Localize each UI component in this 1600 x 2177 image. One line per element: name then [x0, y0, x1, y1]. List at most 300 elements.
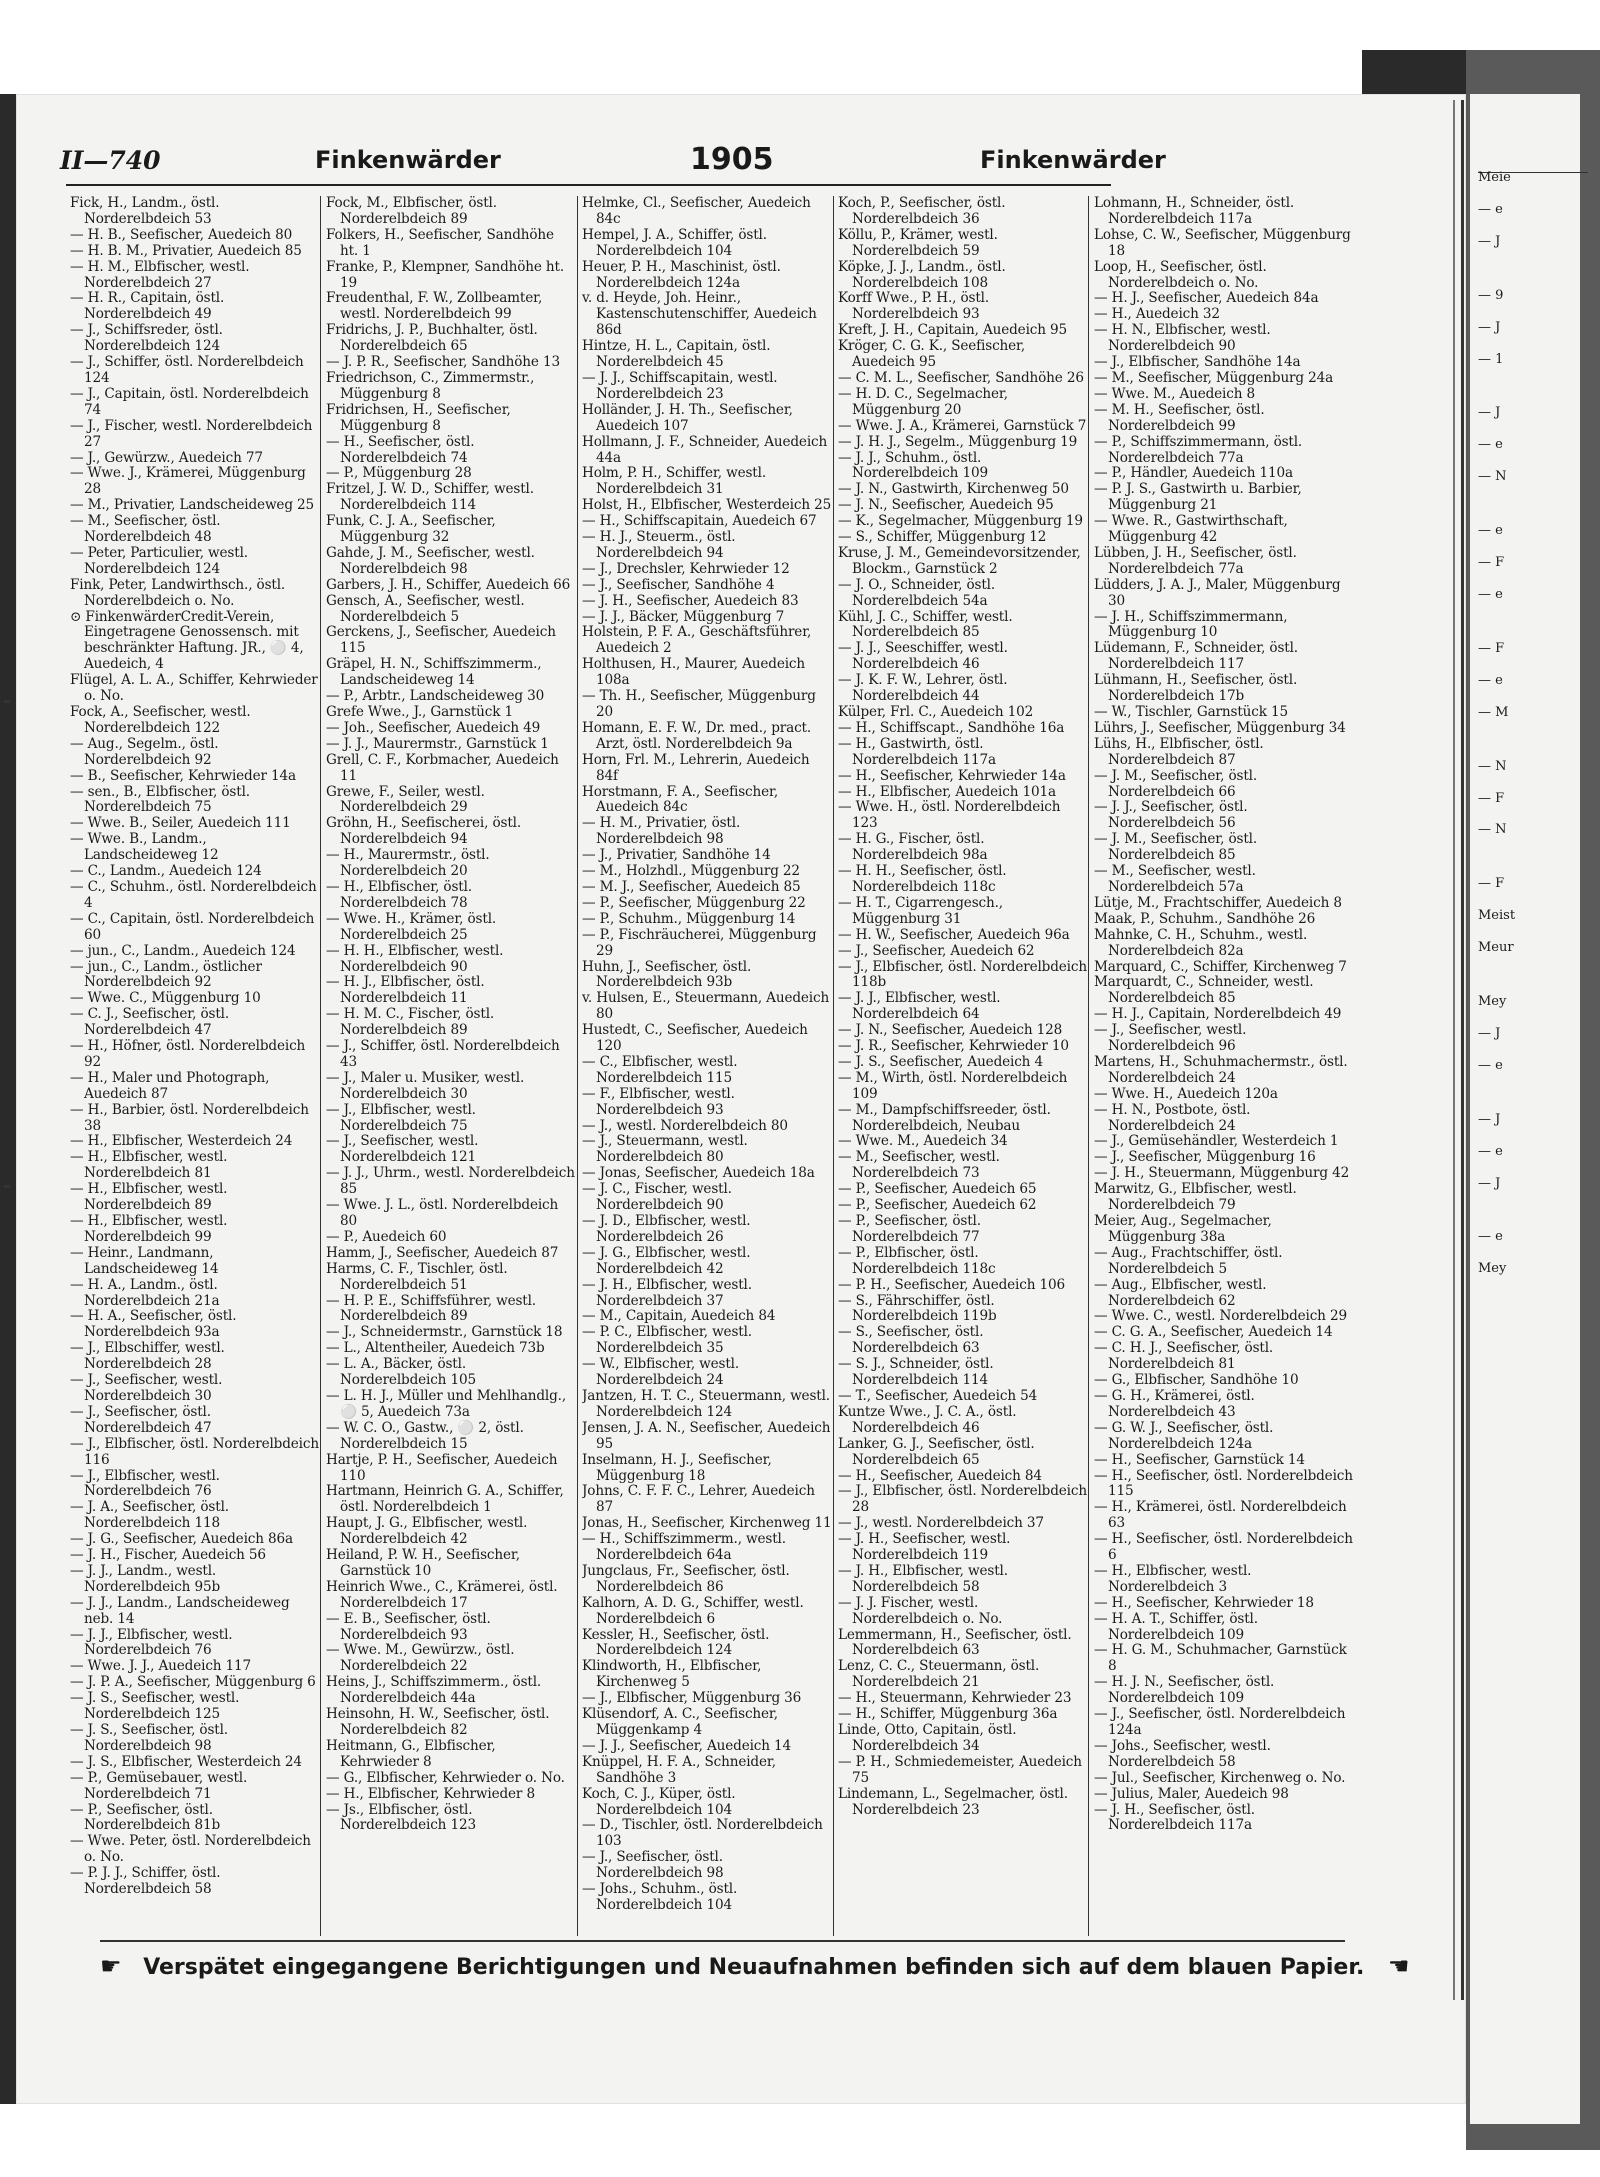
- directory-entry: — H., Seefischer, Garnstück 14: [1094, 1451, 1305, 1468]
- directory-entry: Lohmann, H., Schneider, östl. Norderelbdeich 117a: [1094, 196, 1295, 227]
- directory-entry: Flügel, A. L. A., Schiffer, Kehrwieder o. No.: [70, 672, 318, 705]
- directory-entry: Heins, J., Schiffszimmerm., östl. Norderelbdeich 44a: [326, 1674, 542, 1707]
- directory-entry: — Aug., Elbfischer, westl. Norderelbdeich 62: [1094, 1276, 1267, 1309]
- directory-entry: — C., Landm., Auedeich 124: [70, 863, 262, 880]
- directory-entry: — J. P. A., Seefischer, Müggenburg 6: [70, 1674, 316, 1691]
- next-page-fragment: Meur: [1478, 940, 1514, 956]
- next-page-fragment: — F: [1478, 640, 1505, 656]
- directory-entry: — Wwe. B., Landm., Landscheideweg 12: [70, 831, 219, 864]
- directory-entry: — Th. H., Seefischer, Müggenburg 20: [582, 688, 816, 720]
- directory-entry: — G., Elbfischer, Kehrwieder o. No.: [326, 1769, 565, 1786]
- directory-entry: — J. S., Seefischer, östl. Norderelbdeich 98: [70, 1722, 228, 1754]
- next-page-fragment: — e: [1478, 586, 1503, 602]
- page-gutter-line: [1461, 100, 1464, 2000]
- pointing-hand-icon: ☛: [100, 1952, 122, 1980]
- directory-entry: — J., Elbfischer, Müggenburg 36: [582, 1690, 802, 1707]
- next-page-fragment: — N: [1478, 469, 1507, 485]
- directory-entry: Jensen, J. A. N., Seefischer, Auedeich 95: [582, 1419, 831, 1452]
- directory-entry: — jun., C., Landm., Auedeich 124: [70, 942, 296, 959]
- directory-entry: — M., Dampfschiffsreeder, östl. Norderelbdeich, Neubau: [838, 1101, 1051, 1134]
- directory-entry: — J., Schiffer, östl. Norderelbdeich 124: [70, 354, 304, 386]
- directory-entry: — J. S., Seefischer, Auedeich 4: [838, 1053, 1043, 1070]
- directory-entry: Lübben, J. H., Seefischer, östl. Norderelbdeich 77a: [1094, 544, 1297, 577]
- header-place-left: Finkenwärder: [315, 146, 501, 174]
- directory-entry: Holm, P. H., Schiffer, westl. Norderelbdeich 31: [582, 465, 766, 498]
- directory-entry: — H. N., Postbote, östl. Norderelbdeich 24: [1094, 1101, 1251, 1134]
- directory-entry: Fritzel, J. W. D., Schiffer, westl. Norderelbdeich 114: [326, 481, 534, 514]
- directory-entry: — Wwe. H., Auedeich 120a: [1094, 1085, 1278, 1102]
- directory-entry: — J. P. R., Seefischer, Sandhöhe 13: [326, 354, 560, 371]
- directory-entry: — H., Elbfischer, westl. Norderelbdeich 89: [70, 1181, 228, 1214]
- directory-entry: — J. O., Schneider, östl. Norderelbdeich 54a: [838, 576, 996, 609]
- next-page-fragment: Mey: [1478, 994, 1507, 1010]
- next-page-fragment: — J: [1478, 319, 1501, 335]
- directory-entry: Freudenthal, F. W., Zollbeamter, westl. Norderelbdeich 99: [326, 290, 543, 323]
- footer-rule: [100, 1940, 1345, 1942]
- directory-entry: — Js., Elbfischer, östl. Norderelbdeich 123: [326, 1801, 476, 1834]
- directory-entry: — P., Händler, Auedeich 110a: [1094, 465, 1293, 482]
- directory-entry: — Heinr., Landmann, Landscheideweg 14: [70, 1244, 219, 1277]
- directory-entry: — B., Seefischer, Kehrwieder 14a: [70, 767, 296, 784]
- directory-entry: — W. C. O., Gastw., ⚪ 2, östl. Norderelbdeich 15: [326, 1419, 524, 1452]
- directory-entry: — H. H., Elbfischer, westl. Norderelbdeich 90: [326, 942, 504, 975]
- directory-entry: Holst, H., Elbfischer, Westerdeich 25: [582, 497, 832, 514]
- directory-column-4: [838, 196, 1088, 1916]
- header-place-right: Finkenwärder: [980, 146, 1166, 174]
- next-page-fragment: — e: [1478, 437, 1503, 453]
- directory-entry: — H. G., Fischer, östl. Norderelbdeich 98a: [838, 831, 988, 864]
- directory-entry: Knüppel, H. F. A., Schneider, Sandhöhe 3: [582, 1753, 776, 1786]
- directory-entry: — H. H., Seefischer, östl. Norderelbdeich 118c: [838, 863, 1007, 895]
- directory-entry: — H., Elbfischer, Auedeich 101a: [838, 783, 1056, 800]
- directory-entry: — H. N., Elbfischer, westl. Norderelbdeich 90: [1094, 322, 1271, 355]
- next-page-fragment: — e: [1478, 1229, 1503, 1245]
- next-page-fragment: — N: [1478, 822, 1507, 838]
- directory-entry: Lenz, C. C., Steuermann, östl. Norderelbdeich 21: [838, 1658, 1040, 1691]
- next-page-fragment: — M: [1478, 704, 1509, 720]
- directory-entry: — J. H., Elbfischer, westl. Norderelbdeich 37: [582, 1276, 752, 1309]
- directory-entry: — J., Gemüsehändler, Westerdeich 1: [1094, 1133, 1339, 1150]
- directory-entry: Inselmann, H. J., Seefischer, Müggenburg 18: [582, 1451, 772, 1484]
- directory-entry: — J. H., Fischer, Auedeich 56: [70, 1547, 266, 1564]
- directory-entry: — P. C., Elbfischer, westl. Norderelbdeich 35: [582, 1324, 752, 1357]
- next-page-fragment: — e: [1478, 1057, 1503, 1073]
- next-page-fragment: — e: [1478, 201, 1503, 217]
- directory-entry: — P., Elbfischer, östl. Norderelbdeich 118c: [838, 1244, 996, 1277]
- directory-entry: — H., Elbfischer, östl. Norderelbdeich 78: [326, 878, 472, 911]
- header-year: 1905: [690, 142, 774, 177]
- directory-entry: Jonas, H., Seefischer, Kirchenweg 11: [582, 1515, 832, 1532]
- next-page-fragment: — J: [1478, 233, 1501, 249]
- directory-entry: Huhn, J., Seefischer, östl. Norderelbdeich 93b: [582, 958, 752, 991]
- directory-entry: — J., westl. Norderelbdeich 37: [838, 1515, 1044, 1532]
- directory-entry: Heiland, P. W. H., Seefischer, Garnstück 10: [326, 1547, 520, 1579]
- directory-entry: — J. S., Elbfischer, Westerdeich 24: [70, 1753, 302, 1770]
- directory-entry: — J., Drechsler, Kehrwieder 12: [582, 560, 790, 577]
- directory-entry: — J., Fischer, westl. Norderelbdeich 27: [70, 417, 313, 450]
- directory-entry: — J. S., Seefischer, westl. Norderelbdeich 125: [70, 1690, 240, 1723]
- next-page-fragment: — J: [1478, 1025, 1501, 1041]
- directory-entry: Heuer, P. H., Maschinist, östl. Norderelbdeich 124a: [582, 258, 781, 291]
- directory-entry: — H., Steuermann, Kehrwieder 23: [838, 1690, 1072, 1707]
- directory-entry: Köllu, P., Krämer, westl. Norderelbdeich 59: [838, 226, 998, 259]
- directory-entry: v. d. Heyde, Joh. Heinr., Kastenschutenschiffer, Auedeich 86d: [582, 290, 817, 339]
- directory-entry: — H. J., Capitain, Norderelbdeich 49: [1094, 1006, 1342, 1023]
- directory-entry: Hustedt, C., Seefischer, Auedeich 120: [582, 1022, 808, 1055]
- directory-entry: Holthusen, H., Maurer, Auedeich 108a: [582, 656, 805, 689]
- directory-entry: — J. H., Seefischer, östl. Norderelbdeich 117a: [1094, 1801, 1255, 1834]
- directory-entry: — H., Seefischer, Auedeich 84: [838, 1467, 1042, 1484]
- directory-entry: — H. J. N., Seefischer, östl. Norderelbdeich 109: [1094, 1674, 1275, 1707]
- directory-entry: Gensch, A., Seefischer, westl. Norderelbdeich 5: [326, 592, 525, 625]
- directory-entry: — Wwe. R., Gastwirthschaft, Müggenburg 42: [1094, 513, 1288, 546]
- directory-entry: — J., Seefischer, östl. Norderelbdeich 98: [582, 1849, 724, 1882]
- directory-entry: Horstmann, F. A., Seefischer, Auedeich 84c: [582, 783, 779, 816]
- directory-entry: — J. R., Seefischer, Kehrwieder 10: [838, 1038, 1069, 1055]
- directory-entry: — Wwe. H., östl. Norderelbdeich 123: [838, 799, 1061, 832]
- directory-entry: — H., Seefischer, östl. Norderelbdeich 74: [326, 433, 475, 466]
- column-divider: [577, 196, 578, 1936]
- directory-entry: — C., Elbfischer, westl. Norderelbdeich 115: [582, 1053, 738, 1086]
- directory-entry: — J. J., Schiffscapitain, westl. Norderelbdeich 23: [582, 369, 778, 402]
- directory-entry: — G., Elbfischer, Sandhöhe 10: [1094, 1372, 1299, 1389]
- next-page-fragment: — e: [1478, 523, 1503, 539]
- directory-entry: Linde, Otto, Capitain, östl. Norderelbdeich 34: [838, 1722, 1017, 1754]
- directory-entry: — J., Schiffer, östl. Norderelbdeich 43: [326, 1038, 560, 1070]
- directory-entry: — H. M. C., Fischer, östl. Norderelbdeich 89: [326, 1006, 495, 1039]
- directory-entry: — H. A. T., Schiffer, östl. Norderelbdeich 109: [1094, 1610, 1258, 1643]
- directory-entry: Haupt, J. G., Elbfischer, westl. Norderelbdeich 42: [326, 1515, 528, 1548]
- directory-entry: — H. J., Steuerm., östl. Norderelbdeich 94: [582, 529, 736, 561]
- directory-entry: — J., Elbfischer, Sandhöhe 14a: [1094, 354, 1301, 371]
- directory-entry: — P., Schuhm., Müggenburg 14: [582, 910, 796, 927]
- directory-entry: — J. C., Fischer, westl. Norderelbdeich 90: [582, 1181, 732, 1214]
- directory-entry: Fink, Peter, Landwirthsch., östl. Norderelbdeich o. No.: [70, 576, 286, 609]
- directory-entry: — J. J., Elbfischer, westl. Norderelbdeich 76: [70, 1626, 233, 1659]
- directory-entry: Kröger, C. G. K., Seefischer, Auedeich 95: [838, 338, 1026, 371]
- directory-entry: — H. J., Elbfischer, östl. Norderelbdeich 11: [326, 974, 485, 1007]
- directory-entry: Funk, C. J. A., Seefischer, Müggenburg 32: [326, 513, 496, 546]
- next-page-fragment: — N: [1478, 758, 1507, 774]
- directory-entry: — Wwe. M., Auedeich 34: [838, 1133, 1008, 1150]
- directory-entry: — P., Schiffszimmermann, östl. Norderelbdeich 77a: [1094, 433, 1303, 466]
- directory-entry: Grefe Wwe., J., Garnstück 1: [326, 704, 513, 720]
- directory-entry: — P., Gemüsebauer, westl. Norderelbdeich 71: [70, 1769, 248, 1802]
- directory-entry: — H., Elbfischer, westl. Norderelbdeich 99: [70, 1213, 228, 1245]
- directory-entry: Folkers, H., Seefischer, Sandhöhe ht. 1: [326, 226, 554, 259]
- directory-entry: — J. D., Elbfischer, westl. Norderelbdeich 26: [582, 1213, 751, 1245]
- directory-entry: — J. J., Seefischer, Auedeich 14: [582, 1737, 792, 1754]
- directory-entry: Johns, C. F. F. C., Lehrer, Auedeich 87: [582, 1483, 815, 1516]
- directory-entry: — L. H. J., Müller und Mehlhandlg., ⚪ 5, Auedeich 73a: [326, 1387, 567, 1420]
- directory-entry: Lütje, M., Frachtschiffer, Auedeich 8: [1094, 894, 1342, 911]
- directory-entry: Kalhorn, A. D. G., Schiffer, westl. Norderelbdeich 6: [582, 1594, 804, 1627]
- directory-entry: Meier, Aug., Segelmacher, Müggenburg 38a: [1094, 1213, 1272, 1245]
- directory-entry: Lindemann, L., Segelmacher, östl. Norderelbdeich 23: [838, 1785, 1068, 1818]
- directory-entry: — H. T., Cigarrengesch., Müggenburg 31: [838, 894, 1003, 927]
- directory-entry: Jantzen, H. T. C., Steuermann, westl. Norderelbdeich 124: [582, 1387, 830, 1420]
- directory-entry: Kuntze Wwe., J. C. A., östl. Norderelbdeich 46: [838, 1403, 1017, 1436]
- directory-entry: — J., Seefischer, westl. Norderelbdeich 96: [1094, 1022, 1247, 1055]
- directory-entry: — J. G., Seefischer, Auedeich 86a: [70, 1531, 293, 1548]
- directory-entry: — S., Fährschiffer, östl. Norderelbdeich 119b: [838, 1292, 997, 1325]
- edge-mark: [4, 1185, 10, 1188]
- directory-entry: — J., Seefischer, östl. Norderelbdeich 124a: [1094, 1706, 1346, 1738]
- directory-entry: — H., Elbfischer, Westerdeich 24: [70, 1133, 293, 1150]
- directory-entry: — H., Höfner, östl. Norderelbdeich 92: [70, 1038, 306, 1070]
- directory-entry: Heinrich Wwe., C., Krämerei, östl. Norderelbdeich 17: [326, 1578, 558, 1611]
- directory-entry: — J., Gewürzw., Auedeich 77: [70, 449, 263, 466]
- header-rule: [66, 184, 1111, 186]
- directory-entry: — Aug., Frachtschiffer, östl. Norderelbdeich 5: [1094, 1244, 1283, 1277]
- directory-entry: — P., Seefischer, östl. Norderelbdeich 81b: [70, 1801, 220, 1834]
- next-page-fragment: — e: [1478, 1143, 1503, 1159]
- directory-entry: Heinsohn, H. W., Seefischer, östl. Norderelbdeich 82: [326, 1706, 550, 1738]
- directory-entry: Fridrichs, J. P., Buchhalter, östl. Norderelbdeich 65: [326, 322, 538, 355]
- directory-entry: Martens, H., Schuhmachermstr., östl. Norderelbdeich 24: [1094, 1053, 1348, 1086]
- directory-entry: — J. H., Steuermann, Müggenburg 42: [1094, 1165, 1350, 1182]
- directory-entry: — H., Maurermstr., östl. Norderelbdeich 20: [326, 847, 490, 880]
- directory-entry: — J. N., Gastwirth, Kirchenweg 50: [838, 481, 1069, 498]
- directory-entry: — J. J., Schuhm., östl. Norderelbdeich 109: [838, 449, 988, 482]
- directory-entry: — H. B. M., Privatier, Auedeich 85: [70, 242, 302, 259]
- directory-entry: Lüdemann, F., Schneider, östl. Norderelbdeich 117: [1094, 640, 1298, 673]
- directory-entry: — J. H., Seefischer, westl. Norderelbdeich 119: [838, 1531, 1011, 1564]
- directory-entry: Fock, M., Elbfischer, östl. Norderelbdeich 89: [326, 196, 497, 227]
- directory-entry: — P. J. J., Schiffer, östl. Norderelbdeich 58: [70, 1865, 221, 1898]
- directory-entry: — J. H., Schiffszimmermann, Müggenburg 10: [1094, 608, 1288, 641]
- column-divider: [320, 196, 321, 1936]
- directory-entry: — J., Seefischer, westl. Norderelbdeich 121: [326, 1133, 479, 1166]
- directory-entry: — Wwe. J., Krämerei, Müggenburg 28: [70, 465, 306, 498]
- directory-entry: Grell, C. F., Korbmacher, Auedeich 11: [326, 751, 559, 784]
- directory-entry: Hempel, J. A., Schiffer, östl. Norderelbdeich 104: [582, 226, 767, 259]
- directory-entry: — J., Steuermann, westl. Norderelbdeich 80: [582, 1133, 748, 1166]
- directory-entry: Lemmermann, H., Seefischer, östl. Norderelbdeich 63: [838, 1626, 1072, 1659]
- directory-entry: Hamm, J., Seefischer, Auedeich 87: [326, 1244, 559, 1261]
- directory-entry: — H. D. C., Segelmacher, Müggenburg 20: [838, 385, 1008, 418]
- directory-entry: — M., Capitain, Auedeich 84: [582, 1308, 776, 1325]
- directory-entry: — Jonas, Seefischer, Auedeich 18a: [582, 1165, 815, 1182]
- directory-entry: — J., Elbschiffer, westl. Norderelbdeich 28: [70, 1340, 225, 1373]
- directory-entry: — J., Elbfischer, östl. Norderelbdeich 118b: [838, 958, 1087, 991]
- directory-entry: Horn, Frl. M., Lehrerin, Auedeich 84f: [582, 751, 810, 784]
- directory-entry: — H. A., Seefischer, östl. Norderelbdeich 93a: [70, 1308, 237, 1341]
- directory-entry: — P., Müggenburg 28: [326, 465, 472, 482]
- directory-entry: — H., Elbfischer, westl. Norderelbdeich 3: [1094, 1562, 1252, 1595]
- directory-entry: — H. W., Seefischer, Auedeich 96a: [838, 926, 1070, 943]
- directory-entry: — J. N., Seefischer, Auedeich 95: [838, 497, 1054, 514]
- next-page-fragment: — F: [1478, 790, 1505, 806]
- page-number: II—740: [60, 146, 161, 175]
- directory-entry: — J. G., Elbfischer, westl. Norderelbdeich 42: [582, 1244, 751, 1277]
- directory-entry: Hartje, P. H., Seefischer, Auedeich 110: [326, 1451, 558, 1484]
- directory-entry: — M., Holzhdl., Müggenburg 22: [582, 863, 800, 880]
- directory-entry: — H. A., Landm., östl. Norderelbdeich 21a: [70, 1276, 220, 1309]
- directory-entry: — J. J., Landm., Landscheideweg neb. 14: [70, 1594, 290, 1627]
- directory-entry: — H., Auedeich 32: [1094, 306, 1220, 323]
- directory-entry: Fick, H., Landm., östl. Norderelbdeich 53: [70, 196, 220, 227]
- directory-entry: — G. W. J., Seefischer, östl. Norderelbdeich 124a: [1094, 1419, 1274, 1452]
- directory-entry: — P., Auedeich 60: [326, 1228, 447, 1245]
- directory-entry: — J., Seefischer, Sandhöhe 4: [582, 576, 775, 593]
- directory-entry: Klüsendorf, A. C., Seefischer, Müggenkamp 4: [582, 1706, 778, 1738]
- directory-entry: — J. H. J., Segelm., Müggenburg 19: [838, 433, 1078, 450]
- directory-entry: — H., Elbfischer, westl. Norderelbdeich 81: [70, 1149, 228, 1182]
- directory-entry: — M. J., Seefischer, Auedeich 85: [582, 878, 801, 895]
- directory-entry: Kessler, H., Seefischer, östl. Norderelbdeich 124: [582, 1626, 770, 1659]
- directory-entry: — H. M., Privatier, östl. Norderelbdeich 98: [582, 815, 741, 848]
- page-fold-line: [1453, 100, 1455, 2000]
- directory-entry: — J., Seefischer, östl. Norderelbdeich 47: [70, 1403, 212, 1436]
- directory-entry: Holländer, J. H. Th., Seefischer, Auedeich 107: [582, 401, 793, 434]
- directory-entry: — Peter, Particulier, westl. Norderelbdeich 124: [70, 544, 248, 577]
- next-page-fragment: — J: [1478, 405, 1501, 421]
- directory-entry: — H., Maler und Photograph, Auedeich 87: [70, 1069, 270, 1102]
- directory-entry: — J., Elbfischer, westl. Norderelbdeich 75: [326, 1101, 476, 1134]
- directory-entry: Garbers, J. H., Schiffer, Auedeich 66: [326, 576, 571, 593]
- directory-entry: — C. G. A., Seefischer, Auedeich 14: [1094, 1324, 1333, 1341]
- directory-entry: Fridrichsen, H., Seefischer, Müggenburg 8: [326, 401, 511, 434]
- directory-entry: — W., Elbfischer, westl. Norderelbdeich 24: [582, 1356, 740, 1389]
- directory-entry: — M., Seefischer, Müggenburg 24a: [1094, 369, 1334, 386]
- directory-entry: — H., Schiffer, Müggenburg 36a: [838, 1706, 1058, 1723]
- directory-entry: Friedrichson, C., Zimmermstr., Müggenburg 8: [326, 369, 535, 402]
- directory-entry: — Jul., Seefischer, Kirchenweg o. No.: [1094, 1769, 1346, 1786]
- directory-entry: — H. M., Elbfischer, westl. Norderelbdeich 27: [70, 258, 250, 291]
- directory-entry: Lühmann, H., Seefischer, östl. Norderelbdeich 17b: [1094, 672, 1298, 705]
- directory-entry: — Wwe. C., Müggenburg 10: [70, 990, 261, 1007]
- page-header: [60, 140, 1166, 180]
- directory-entry: — Wwe. Peter, östl. Norderelbdeich o. No.: [70, 1833, 311, 1866]
- directory-entry: — J., Elbfischer, östl. Norderelbdeich 116: [70, 1435, 319, 1468]
- directory-entry: — Wwe. B., Seiler, Auedeich 111: [70, 815, 291, 832]
- directory-entry: — H. R., Capitain, östl. Norderelbdeich 49: [70, 290, 225, 323]
- directory-entry: — Aug., Segelm., östl. Norderelbdeich 92: [70, 735, 219, 768]
- directory-entry: — J. J., Elbfischer, westl. Norderelbdeich 64: [838, 990, 1001, 1023]
- directory-column-2: [326, 196, 576, 1916]
- directory-entry: Lohse, C. W., Seefischer, Müggenburg 18: [1094, 226, 1351, 259]
- directory-entry: — H., Schiffscapitain, Auedeich 67: [582, 513, 817, 530]
- directory-entry: Harms, C. F., Tischler, östl. Norderelbdeich 51: [326, 1260, 508, 1293]
- directory-entry: — Wwe. J. J., Auedeich 117: [70, 1658, 252, 1675]
- directory-entry: — jun., C., Landm., östlicher Norderelbdeich 92: [70, 958, 262, 991]
- directory-entry: Lüdders, J. A. J., Maler, Müggenburg 30: [1094, 576, 1341, 609]
- directory-entry: — H., Seefischer, östl. Norderelbdeich 115: [1094, 1467, 1353, 1500]
- directory-entry: — C., Schuhm., östl. Norderelbdeich 4: [70, 878, 317, 911]
- directory-entry: — M., Seefischer, westl. Norderelbdeich 73: [838, 1149, 1000, 1182]
- directory-entry: — Wwe. C., westl. Norderelbdeich 29: [1094, 1308, 1347, 1325]
- directory-entry: — P., Seefischer, Auedeich 62: [838, 1197, 1037, 1214]
- directory-entry: Kreft, J. H., Capitain, Auedeich 95: [838, 322, 1068, 339]
- directory-entry: Loop, H., Seefischer, östl. Norderelbdeich o. No.: [1094, 258, 1267, 291]
- directory-entry: — P. H., Seefischer, Auedeich 106: [838, 1276, 1065, 1293]
- directory-entry: — Johs., Schuhm., östl. Norderelbdeich 104: [582, 1881, 738, 1913]
- directory-entry: — J., Capitain, östl. Norderelbdeich 74: [70, 385, 309, 418]
- next-page-column: [1478, 170, 1578, 1870]
- directory-entry: — H., Schiffszimmerm., westl. Norderelbdeich 64a: [582, 1531, 786, 1564]
- directory-entry: — J., Schneidermstr., Garnstück 18: [326, 1324, 563, 1341]
- directory-entry: — J. J., Maurermstr., Garnstück 1: [326, 735, 549, 752]
- directory-entry: — J. H., Elbfischer, westl. Norderelbdeich 58: [838, 1562, 1008, 1595]
- directory-entry: Maak, P., Schuhm., Sandhöhe 26: [1094, 910, 1316, 927]
- next-page-fragment: — e: [1478, 672, 1503, 688]
- directory-entry: Koch, P., Seefischer, östl. Norderelbdeich 36: [838, 196, 1006, 227]
- directory-entry: — C. H. J., Seefischer, östl. Norderelbdeich 81: [1094, 1340, 1274, 1373]
- directory-entry: — J., westl. Norderelbdeich 80: [582, 1117, 788, 1134]
- directory-entry: — S., Seefischer, östl. Norderelbdeich 63: [838, 1324, 984, 1357]
- directory-entry: ⊙ FinkenwärderCredit-Verein, Eingetragene Genossensch. mit beschränkter Haftung. JR., ⚪ 4, Auedeich, 4: [70, 608, 304, 673]
- edge-mark: [4, 700, 10, 703]
- directory-entry: Marwitz, G., Elbfischer, westl. Norderelbdeich 79: [1094, 1181, 1297, 1214]
- directory-entry: — L. A., Bäcker, östl. Norderelbdeich 105: [326, 1356, 476, 1389]
- directory-entry: — H., Seefischer, Kehrwieder 14a: [838, 767, 1066, 784]
- pointing-hand-icon: ☛: [1388, 1952, 1410, 1980]
- directory-entry: Lührs, J., Seefischer, Müggenburg 34: [1094, 719, 1346, 736]
- directory-entry: — G. H., Krämerei, östl. Norderelbdeich 43: [1094, 1387, 1255, 1420]
- directory-entry: — H., Seefischer, östl. Norderelbdeich 6: [1094, 1531, 1353, 1564]
- directory-entry: Heitmann, G., Elbfischer, Kehrwieder 8: [326, 1737, 496, 1770]
- directory-entry: — M., Seefischer, östl. Norderelbdeich 48: [70, 513, 221, 546]
- directory-entry: Koch, C. J., Küper, östl. Norderelbdeich 104: [582, 1785, 736, 1818]
- directory-entry: Marquard, C., Schiffer, Kirchenweg 7: [1094, 958, 1347, 975]
- directory-entry: Homann, E. F. W., Dr. med., pract. Arzt, östl. Norderelbdeich 9a: [582, 719, 812, 752]
- next-page-fragment: — F: [1478, 555, 1505, 571]
- directory-entry: — Johs., Seefischer, westl. Norderelbdeich 58: [1094, 1737, 1271, 1770]
- column-divider: [833, 196, 834, 1936]
- directory-entry: — C., Capitain, östl. Norderelbdeich 60: [70, 910, 315, 943]
- next-page-fragment: — J: [1478, 1175, 1501, 1191]
- directory-entry: — J., Seefischer, westl. Norderelbdeich 30: [70, 1372, 223, 1404]
- next-page-fragment: Meie: [1478, 170, 1511, 185]
- directory-entry: — J., Seefischer, Müggenburg 16: [1094, 1149, 1316, 1166]
- directory-entry: — P., Seefischer, östl. Norderelbdeich 77: [838, 1213, 981, 1245]
- directory-entry: — H., Elbfischer, Kehrwieder 8: [326, 1785, 535, 1802]
- directory-entry: Lühs, H., Elbfischer, östl. Norderelbdeich 87: [1094, 735, 1264, 768]
- directory-entry: Helmke, Cl., Seefischer, Auedeich 84c: [582, 196, 811, 227]
- directory-entry: Kühl, J. C., Schiffer, westl. Norderelbdeich 85: [838, 608, 1013, 641]
- directory-entry: Jungclaus, Fr., Seefischer, östl. Norderelbdeich 86: [582, 1562, 790, 1595]
- directory-entry: — K., Segelmacher, Müggenburg 19: [838, 513, 1083, 530]
- directory-entry: Hartmann, Heinrich G. A., Schiffer, östl. Norderelbdeich 1: [326, 1483, 564, 1516]
- directory-entry: — Wwe. H., Krämer, östl. Norderelbdeich 25: [326, 910, 497, 943]
- directory-entry: — Wwe. J. A., Krämerei, Garnstück 7: [838, 417, 1087, 434]
- directory-entry: Mahnke, C. H., Schuhm., westl. Norderelbdeich 82a: [1094, 926, 1308, 959]
- directory-entry: — Wwe. M., Auedeich 8: [1094, 385, 1255, 402]
- directory-column-5: [1094, 196, 1356, 1916]
- directory-entry: — S. J., Schneider, östl. Norderelbdeich 114: [838, 1356, 994, 1389]
- directory-entry: Holstein, P. F. A., Geschäftsführer, Auedeich 2: [582, 624, 812, 657]
- directory-entry: — J., Maler u. Musiker, westl. Norderelbdeich 30: [326, 1069, 525, 1102]
- page-left-edge: [0, 94, 16, 2104]
- directory-entry: Kruse, J. M., Gemeindevorsitzender, Blockm., Garnstück 2: [838, 544, 1081, 577]
- directory-entry: — C. M. L., Seefischer, Sandhöhe 26: [838, 369, 1084, 386]
- directory-entry: — J. J., Landm., westl. Norderelbdeich 95b: [70, 1562, 220, 1595]
- directory-column-3: [582, 196, 832, 1916]
- directory-entry: Klindworth, H., Elbfischer, Kirchenweg 5: [582, 1658, 762, 1691]
- directory-entry: v. Hulsen, E., Steuermann, Auedeich 80: [582, 990, 830, 1023]
- directory-entry: Gerckens, J., Seefischer, Auedeich 115: [326, 624, 556, 657]
- directory-entry: — C. J., Seefischer, östl. Norderelbdeich 47: [70, 1006, 230, 1039]
- directory-entry: — F., Elbfischer, westl. Norderelbdeich 93: [582, 1085, 735, 1118]
- directory-entry: — E. B., Seefischer, östl. Norderelbdeich 93: [326, 1610, 491, 1643]
- directory-entry: — J. A., Seefischer, östl. Norderelbdeich 118: [70, 1499, 229, 1532]
- footer-notice: Verspätet eingegangene Berichtigungen und Neuaufnahmen befinden sich auf dem blauen Papier.: [143, 1955, 1365, 1980]
- next-page-fragment: — F: [1478, 876, 1505, 892]
- directory-entry: — D., Tischler, östl. Norderelbdeich 103: [582, 1817, 823, 1850]
- next-page-fragment: — 1: [1478, 351, 1504, 367]
- directory-entry: — J. J., Uhrm., westl. Norderelbdeich 85: [326, 1165, 575, 1198]
